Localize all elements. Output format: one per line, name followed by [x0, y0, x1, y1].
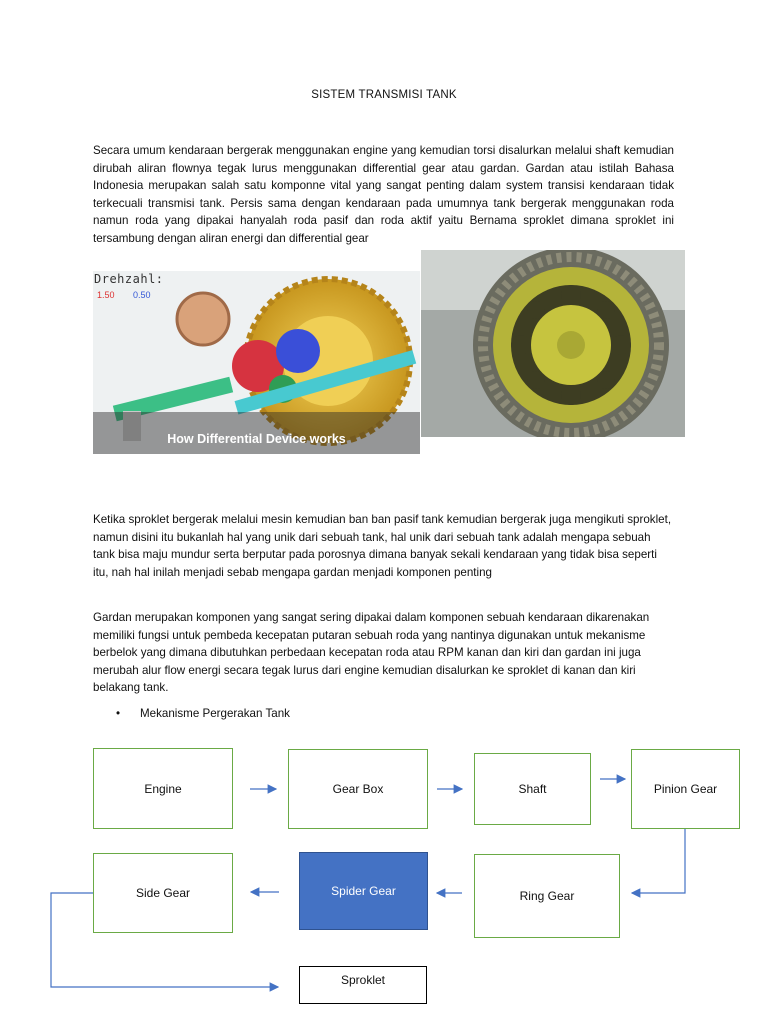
- flow-box-shaft: Shaft: [474, 753, 591, 825]
- flow-box-engine: Engine: [93, 748, 233, 829]
- paragraph-sprocket: Ketika sproklet bergerak melalui mesin kemudian ban ban pasif tank kemudian bergerak juga mengikuti sproklet, namun disini itu bukanlah hal yang unik dari sebuah tank, hal unik dari sebuah tank adalah mengapa sebuah tank bisa maju mundur serta berputar pada porosnya dimana banyak sekali kendaraan yang tidak bisa seperti itu, nah hal inilah menjadi sebab mengapa gardan menjadi komponen penting: [93, 513, 672, 579]
- flow-box-side-gear: Side Gear: [93, 853, 233, 933]
- bullet-text: Mekanisme Pergerakan Tank: [140, 707, 290, 720]
- arrow-pinion-ringgear: [632, 829, 685, 893]
- flow-box-gear-box: Gear Box: [288, 749, 428, 829]
- paragraph-intro: Secara umum kendaraan bergerak menggunakan engine yang kemudian torsi disalurkan melalui shaft kemudian dirubah aliran flownya tegak lurus menggunakan differential gear atau gardan. Gardan atau istilah Bahasa Indonesia merupakan salah satu komponne vital yang sangat penting dalam system transisi kendaraan tidak terkecuali transmisi tank. Persis sama dengan kendaraan pada umumnya tank bergerak menggunakan roda namun roda yang dipakai hanyalah roda pasif dan roda aktif yaitu Bernama sproklet dimana sproklet ini tersambung dengan aliran energi dan differential gear: [93, 144, 674, 245]
- left-rpm-value: 1.50: [97, 290, 115, 300]
- flow-box-spider-gear: Spider Gear: [299, 852, 428, 930]
- page-title: SISTEM TRANSMISI TANK: [311, 89, 457, 101]
- image-caption: How Differential Device works: [167, 432, 346, 446]
- paragraph-gardan: Gardan merupakan komponen yang sangat sering dipakai dalam komponen sebuah kendaraan dikarenakan memiliki fungsi untuk pembeda kecepatan putaran sebuah roda yang nantinya digunakan untuk mekanisme berbelok yang dimana dibutuhkan perbedaan kecepatan roda atau RPM kanan dan kiri dan gardan ini juga merubah alur flow energi secara tegak lurus dari engine kemudian disalurkan ke sproklet di kanan dan kiri belakang tank.: [93, 611, 650, 695]
- flow-box-sproklet: Sproklet: [299, 966, 427, 1004]
- rpm-label: Drehzahl:: [94, 272, 164, 286]
- bullet-dot: •: [116, 707, 121, 720]
- flow-box-ring-gear: Ring Gear: [474, 854, 620, 938]
- flow-box-pinion-gear: Pinion Gear: [631, 749, 740, 829]
- right-rpm-value: 0.50: [133, 290, 151, 300]
